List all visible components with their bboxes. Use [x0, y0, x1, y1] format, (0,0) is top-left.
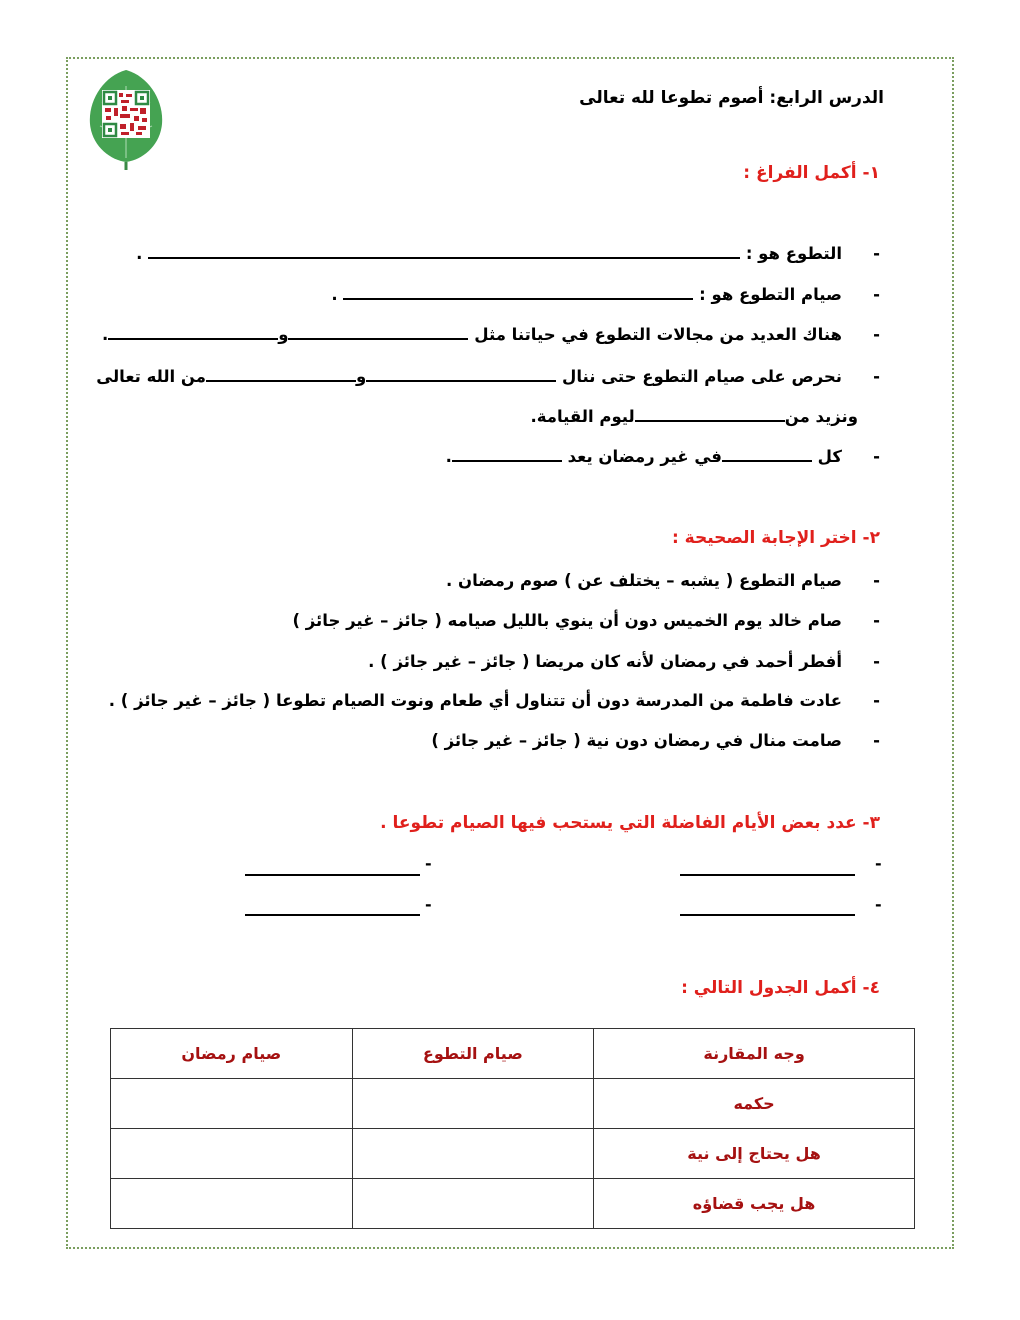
bullet-dash: -	[873, 611, 880, 630]
connector-and: و	[356, 367, 367, 386]
bullet-dash: -	[873, 367, 880, 386]
table-row	[111, 1079, 915, 1129]
answer-blank[interactable]	[108, 324, 278, 340]
answer-blank[interactable]	[343, 284, 693, 300]
answer-blank[interactable]	[452, 446, 562, 462]
answer-blank[interactable]	[148, 243, 740, 259]
answer-blank[interactable]	[245, 914, 420, 916]
bullet-dash: -	[425, 854, 432, 873]
bullet-dash: -	[875, 854, 882, 873]
bullet-dash: -	[425, 895, 432, 914]
item-text: التطوع هو :	[745, 244, 842, 263]
comparison-table	[110, 1028, 915, 1229]
item-text: صامت منال في رمضان دون نية ( جائز – غير جائز )	[431, 731, 842, 750]
answer-blank[interactable]	[366, 366, 556, 382]
item-end: .	[331, 285, 338, 304]
bullet-dash: -	[873, 325, 880, 344]
bullet-dash: -	[873, 447, 880, 466]
item-text: ونزيد من	[784, 407, 858, 426]
section1-item-3	[102, 324, 880, 344]
answer-cell[interactable]	[111, 1079, 353, 1129]
item-text-end: ليوم القيامة.	[530, 407, 635, 426]
item-text: صيام التطوع ( يشبه – يختلف عن ) صوم رمضان .	[446, 571, 842, 590]
bullet-dash: -	[873, 285, 880, 304]
item-text: صيام التطوع هو :	[699, 285, 842, 304]
section1-item-4	[96, 366, 880, 386]
section1-item-5	[446, 446, 880, 466]
answer-cell[interactable]	[352, 1079, 594, 1129]
section1-heading: ١- أكمل الفراغ :	[743, 163, 880, 183]
connector-and: و	[278, 325, 289, 344]
item-end: .	[445, 447, 452, 466]
item-end: .	[101, 325, 109, 344]
answer-cell[interactable]	[111, 1129, 353, 1179]
item-text: أفطر أحمد في رمضان لأنه كان مريضا ( جائز – غير جائز ) .	[368, 652, 842, 671]
section4-heading: ٤- أكمل الجدول التالي :	[681, 978, 880, 998]
section2-heading: ٢- اختر الإجابة الصحيحة :	[671, 528, 880, 548]
answer-blank[interactable]	[680, 914, 855, 916]
bullet-dash: -	[873, 571, 880, 590]
answer-blank[interactable]	[245, 874, 420, 876]
section1-item-1	[136, 243, 880, 263]
answer-blank[interactable]	[722, 446, 812, 462]
table-header-row	[111, 1029, 915, 1079]
answer-blank[interactable]	[680, 874, 855, 876]
bullet-dash: -	[875, 895, 882, 914]
section1-item-4-continuation	[530, 406, 858, 426]
qr-code-leaf-icon	[88, 66, 164, 170]
item-text: نحرص على صيام التطوع حتى ننال	[562, 367, 842, 386]
item-text-end: من الله تعالى	[96, 367, 206, 386]
section1-item-2	[331, 284, 880, 304]
row-label: هل يحتاج إلى نية	[594, 1129, 915, 1179]
answer-cell[interactable]	[352, 1129, 594, 1179]
row-label: هل يجب قضاؤه	[594, 1179, 915, 1229]
lesson-title: الدرس الرابع: أصوم تطوعا لله تعالى	[579, 88, 884, 108]
header-voluntary-fasting: صيام التطوع	[352, 1029, 594, 1079]
bullet-dash: -	[873, 731, 880, 750]
bullet-dash: -	[873, 244, 880, 263]
header-comparison-aspect: وجه المقارنة	[594, 1029, 915, 1079]
item-text: في غير رمضان يعد	[567, 447, 722, 466]
answer-cell[interactable]	[352, 1179, 594, 1229]
item-text: صام خالد يوم الخميس دون أن ينوي بالليل صيامه ( جائز – غير جائز )	[292, 611, 842, 630]
answer-blank[interactable]	[206, 366, 356, 382]
item-end: .	[136, 244, 143, 263]
answer-blank[interactable]	[635, 406, 785, 422]
bullet-dash: -	[873, 652, 880, 671]
bullet-dash: -	[873, 691, 880, 710]
answer-cell[interactable]	[111, 1179, 353, 1229]
header-ramadan-fasting: صيام رمضان	[111, 1029, 353, 1079]
table-row	[111, 1179, 915, 1229]
section3-heading: ٣- عدد بعض الأيام الفاضلة التي يستحب فيها الصيام تطوعا .	[380, 813, 880, 833]
item-text: هناك العديد من مجالات التطوع في حياتنا مثل	[474, 325, 842, 344]
item-text: كل	[817, 447, 842, 466]
section2-item-4[interactable]	[109, 691, 880, 710]
section2-item-1[interactable]	[446, 571, 880, 590]
section2-item-3[interactable]	[368, 652, 880, 671]
section2-item-5[interactable]	[431, 731, 880, 750]
table-row	[111, 1129, 915, 1179]
item-text: عادت فاطمة من المدرسة دون أن تتناول أي طعام ونوت الصيام تطوعا ( جائز – غير جائز ) .	[108, 691, 842, 710]
section2-item-2[interactable]	[293, 611, 881, 630]
answer-blank[interactable]	[288, 324, 468, 340]
row-label: حكمه	[594, 1079, 915, 1129]
